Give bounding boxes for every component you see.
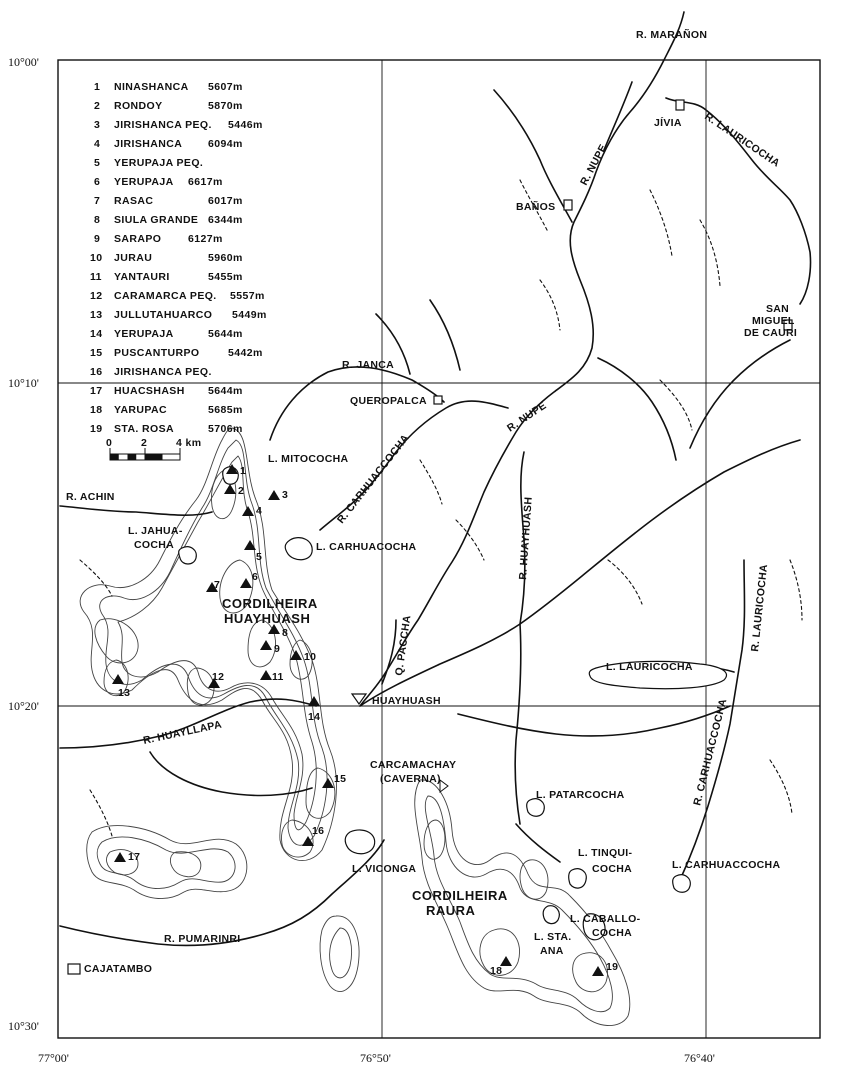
legend-number: 14 [90,328,103,340]
peak-19-marker [592,966,604,976]
legend-entry [94,138,243,150]
peak-11-marker [260,670,272,680]
label-r-carhuaccocha: R. CARHUACCOCHA [691,697,730,807]
label-l-sta-ana-2: ANA [540,945,564,957]
lake-viconga [345,830,374,854]
legend-altitude: 6017m [208,195,243,207]
legend-name: STA. ROSA [114,423,174,435]
legend-number: 3 [94,119,101,131]
peak-16-marker [302,836,314,846]
peak-number: 13 [118,687,131,699]
peak-6-marker [240,578,252,588]
legend-entry [90,404,243,416]
legend-name: SIULA GRANDE [114,214,199,226]
label-cordilheira-huayhuash-2: HUAYHUASH [224,611,311,626]
legend-number: 5 [94,157,101,169]
legend-number: 18 [90,404,103,416]
peak-number: 4 [256,505,263,517]
label-l-patarcocha: L. PATARCOCHA [536,789,625,801]
legend-name: JULLUTAHUARCO [114,309,213,321]
label-l-carhuaccocha: L. CARHUACCOCHA [672,859,781,871]
peak-number: 11 [272,671,284,683]
legend-number: 8 [94,214,101,226]
label-carcamachay-2: (CAVERNA) [380,773,441,785]
label-l-tinquicocha-1: L. TINQUI- [578,847,633,859]
legend-entry [94,119,263,131]
label-l-caballocha-1: L. CABALLO- [570,913,641,925]
peak-number: 17 [128,851,141,863]
legend-altitude: 5449m [232,309,267,321]
legend-number: 6 [94,176,101,188]
legend-altitude: 5644m [208,328,243,340]
legend-name: YANTAURI [114,271,170,283]
label-l-mitococha: L. MITOCOCHA [268,453,349,465]
contours-viconga [320,916,359,992]
label-r-lauricocha-ne: R. LAURICOCHA [702,110,782,170]
lat-label-10-20: 10°20' [8,699,39,713]
label-r-lauricocha-east: R. LAURICOCHA [749,563,771,653]
legend-altitude: 5607m [208,81,243,93]
legend-entry [94,81,243,93]
legend-altitude: 5455m [208,271,243,283]
label-l-carhuacocha: L. CARHUACOCHA [316,541,417,553]
label-l-viconga: L. VICONGA [352,863,417,875]
legend-entry [90,423,243,435]
contours-huayhuash [80,428,336,861]
legend-entry [90,271,243,283]
legend-name: NINASHANCA [114,81,189,93]
map-labels [66,28,797,975]
label-queropalca: QUEROPALCA [350,395,427,407]
peak-number: 2 [238,485,245,497]
legend-altitude: 5870m [208,100,243,112]
peak-number: 8 [282,627,289,639]
lon-label-76-50: 76°50' [360,1051,391,1065]
legend-entry [90,328,243,340]
peak-2-marker [224,484,236,494]
legend-number: 16 [90,366,103,378]
label-q-paccha: Q. PACCHA [393,614,414,677]
legend-entry [90,366,212,378]
legend-name: RONDOY [114,100,163,112]
peak-14-marker [308,696,320,706]
label-r-nupe-south: R. NUPE [504,399,549,435]
lon-label-77-00: 77°00' [38,1051,69,1065]
label-l-caballocha-2: COCHA [592,927,632,939]
settlement-jivia [676,100,684,110]
label-l-sta-ana-1: L. STA. [534,931,572,943]
legend-number: 1 [94,81,101,93]
label-r-huayhuash: R. HUAYHUASH [517,496,535,581]
legend-number: 2 [94,100,101,112]
lat-label-10-10: 10°10' [8,376,39,390]
legend-number: 4 [94,138,101,150]
legend-name: JIRISHANCA [114,138,183,150]
lakes [179,467,730,940]
peak-4-marker [242,506,254,516]
peak-number: 5 [256,551,263,563]
legend-name: JURAU [114,252,153,264]
peak-legend [90,81,267,435]
peak-number: 15 [334,773,347,785]
lake-jahuacocha [179,547,197,564]
peak-number: 6 [252,571,259,583]
lake-carhuacocha [285,538,312,560]
legend-altitude: 5557m [230,290,265,302]
label-l-jahuacocha-1: L. JAHUA- [128,525,183,537]
scale-tick-4: 4 km [176,437,202,449]
label-jivia: JÍVIA [654,117,682,129]
label-r-achin: R. ACHIN [66,491,115,503]
legend-name: YERUPAJA PEQ. [114,157,204,169]
legend-entry [90,385,243,397]
legend-number: 17 [90,385,103,397]
legend-entry [90,290,265,302]
peak-number: 19 [606,961,619,973]
legend-entry [90,347,263,359]
label-l-tinquicocha-2: COCHA [592,863,632,875]
label-r-carhuacocha: R. CARHUACCOCHA [334,432,412,526]
label-cordilheira-raura-1: CORDILHEIRA [412,888,508,903]
legend-altitude: 5644m [208,385,243,397]
label-l-lauricocha: L. LAURICOCHA [606,661,693,673]
peak-number: 3 [282,489,289,501]
legend-number: 7 [94,195,101,207]
legend-entry [94,214,243,226]
lake-carhuaccocha-east [673,875,691,893]
legend-entry [94,233,223,245]
legend-number: 13 [90,309,103,321]
peak-number: 7 [214,579,221,591]
legend-altitude: 5960m [208,252,243,264]
settlement-cajatambo [68,964,80,974]
lon-label-76-40: 76°40' [684,1051,715,1065]
lat-label-10-30: 10°30' [8,1019,39,1033]
legend-number: 10 [90,252,103,264]
legend-altitude: 5442m [228,347,263,359]
lake-sta-ana [543,906,559,924]
label-r-nupe-north: R. NUPE [578,142,610,188]
contours-huacshash [87,826,247,899]
peak-3-marker [268,490,280,500]
label-r-maranon: R. MARAÑON [636,29,708,41]
label-r-janca: R. JANCA [342,359,394,371]
legend-name: YERUPAJA [114,176,174,188]
label-banos: BAÑOS [516,201,556,213]
label-carcamachay-1: CARCAMACHAY [370,759,457,771]
scale-bar [106,437,202,460]
legend-altitude: 6094m [208,138,243,150]
peak-number: 12 [212,671,225,683]
peak-number: 1 [240,465,247,477]
legend-entry [94,195,243,207]
legend-altitude: 5446m [228,119,263,131]
peak-number: 14 [308,711,321,723]
peak-17-marker [114,852,126,862]
legend-altitude: 6617m [188,176,223,188]
lake-patarcocha [527,799,545,817]
scale-tick-0: 0 [106,437,113,449]
label-r-pumarinri: R. PUMARINRI [164,933,241,945]
scale-tick-2: 2 [141,437,148,449]
peak-number: 10 [304,651,317,663]
lake-tinquicocha [569,869,587,888]
label-l-jahuacocha-2: COCHA [134,539,174,551]
label-r-huayllapa: R. HUAYLLAPA [142,718,223,747]
label-san-miguel-2: MIGUEL [752,315,795,327]
peak-13-marker [112,674,124,684]
legend-number: 19 [90,423,103,435]
legend-name: JIRISHANCA PEQ. [114,119,212,131]
peak-9-marker [260,640,272,650]
lat-label-10-00: 10°00' [8,55,39,69]
legend-number: 11 [90,271,102,283]
legend-name: HUACSHASH [114,385,185,397]
legend-entry [94,100,243,112]
legend-number: 9 [94,233,101,245]
legend-name: SARAPO [114,233,162,245]
legend-name: YERUPAJA [114,328,174,340]
legend-altitude: 5706m [208,423,243,435]
legend-entry [90,309,267,321]
label-huayhuash: HUAYHUASH [372,695,441,707]
peak-number: 16 [312,825,325,837]
legend-entry [94,176,223,188]
legend-number: 12 [90,290,103,302]
legend-altitude: 5685m [208,404,243,416]
legend-entry [94,157,203,169]
settlement-carcamachay [440,780,448,792]
legend-number: 15 [90,347,103,359]
settlement-queropalca [434,396,442,404]
legend-entry [90,252,243,264]
label-san-miguel-3: DE CAURI [744,327,798,339]
legend-name: PUSCANTURPO [114,347,200,359]
settlement-banos [564,200,572,210]
legend-name: YARUPAC [114,404,167,416]
legend-altitude: 6344m [208,214,243,226]
legend-name: CARAMARCA PEQ. [114,290,217,302]
legend-altitude: 6127m [188,233,223,245]
legend-name: RASAC [114,195,154,207]
label-cordilheira-raura-2: RAURA [426,903,476,918]
peak-number: 18 [490,965,503,977]
label-cajatambo: CAJATAMBO [84,963,153,975]
peak-number: 9 [274,643,281,655]
legend-name: JIRISHANCA PEQ. [114,366,212,378]
label-san-miguel-1: SAN [766,303,790,315]
label-cordilheira-huayhuash-1: CORDILHEIRA [222,596,318,611]
